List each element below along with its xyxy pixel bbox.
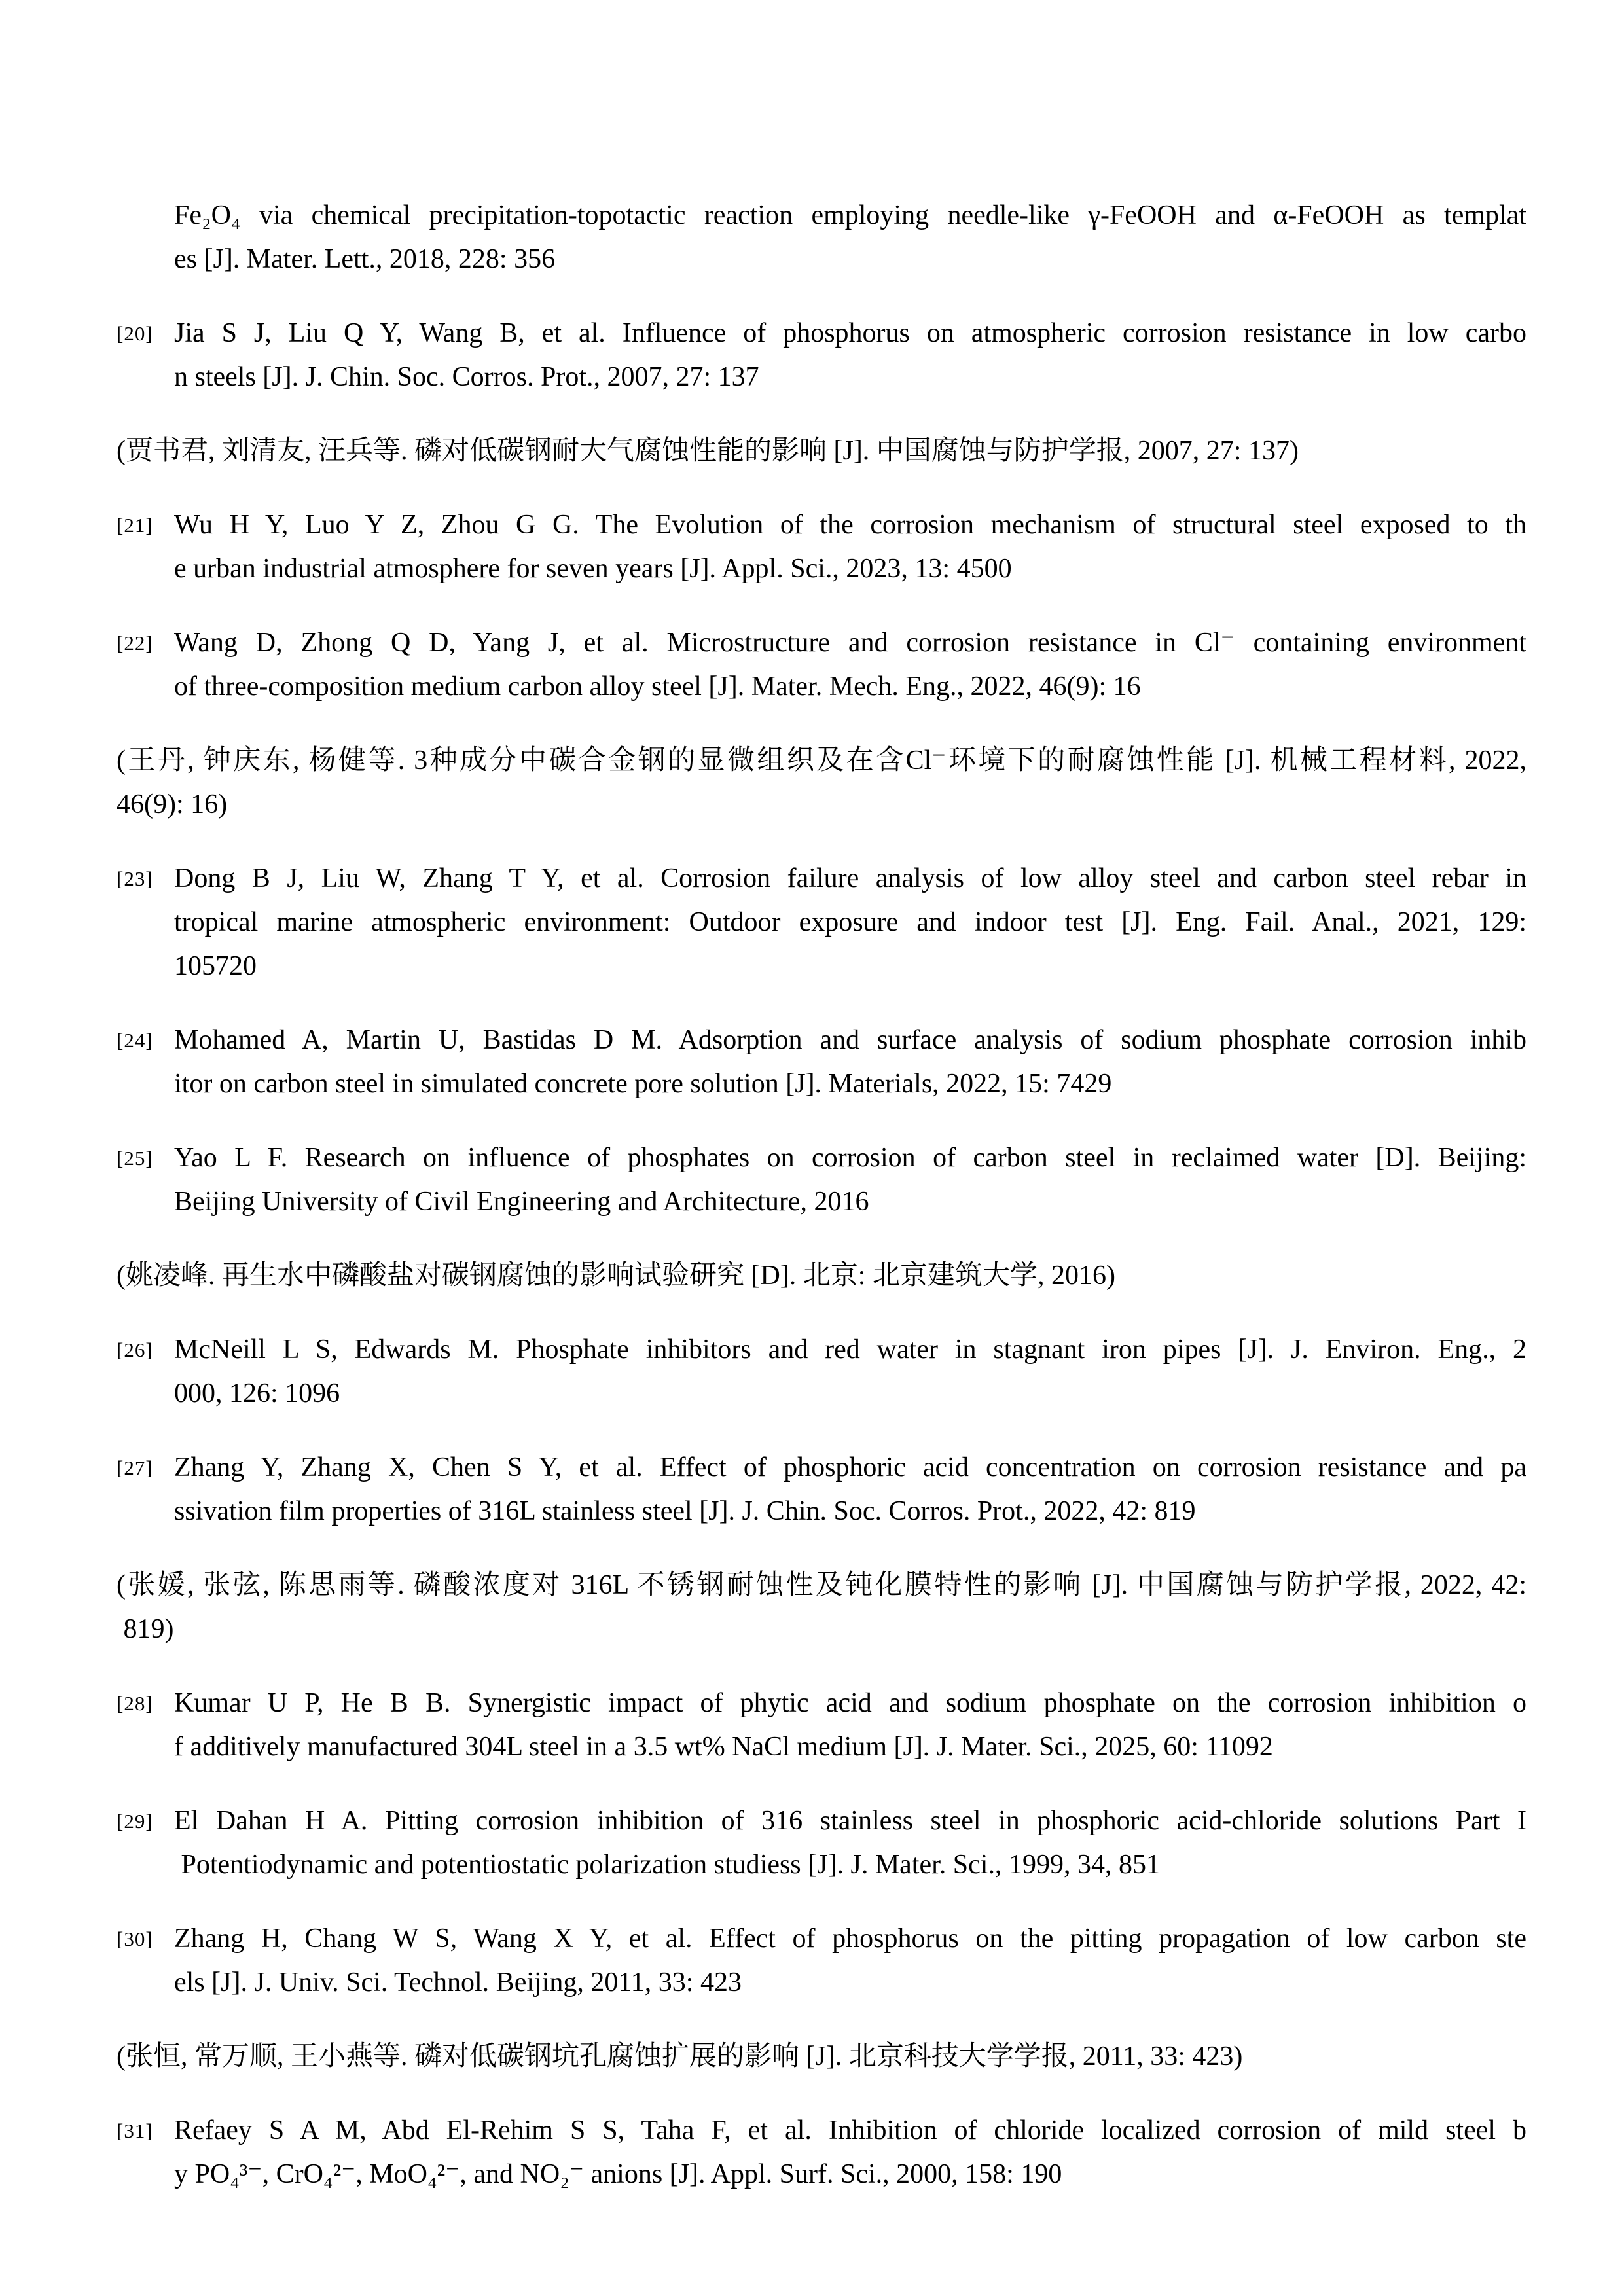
reference-line: Wang D, Zhong Q D, Yang J, et al. Microstructure and corrosion resistance in Cl⁻ containing environment <box>174 628 1526 658</box>
reference-line: 46(9): 16) <box>117 789 228 819</box>
reference-30 <box>117 1917 1526 2005</box>
reference-number: [29] <box>117 1810 153 1833</box>
reference-line: Dong B J, Liu W, Zhang T Y, et al. Corrosion failure analysis of low alloy steel and carbon steel rebar in <box>174 863 1526 893</box>
reference-28 <box>117 1681 1526 1769</box>
reference-line: El Dahan H A. Pitting corrosion inhibition of 316 stainless steel in phosphoric acid-chloride solutions Part I <box>174 1806 1526 1836</box>
reference-line: Zhang Y, Zhang X, Chen S Y, et al. Effect of phosphoric acid concentration on corrosion resistance and pa <box>174 1452 1526 1482</box>
reference-25-chinese-translation <box>117 1254 1526 1298</box>
reference-29 <box>117 1799 1526 1887</box>
reference-number: [25] <box>117 1147 153 1170</box>
reference-number: [30] <box>117 1928 153 1950</box>
reference-20-chinese-translation <box>117 429 1526 473</box>
reference-20 <box>117 312 1526 399</box>
reference-26 <box>117 1328 1526 1416</box>
reference-line: Jia S J, Liu Q Y, Wang B, et al. Influence of phosphorus on atmospheric corrosion resistance in low carbo <box>174 318 1526 348</box>
reference-line: Refaey S A M, Abd El-Rehim S S, Taha F, et al. Inhibition of chloride localized corrosion of mild steel b <box>174 2115 1526 2145</box>
reference-line: Yao L F. Research on influence of phosphates on corrosion of carbon steel in reclaimed water [D]. Beijing: <box>174 1143 1526 1173</box>
reference-line: f additively manufactured 304L steel in a 3.5 wt% NaCl medium [J]. J. Mater. Sci., 2025, 60: 11092 <box>174 1732 1273 1762</box>
reference-line: McNeill L S, Edwards M. Phosphate inhibitors and red water in stagnant iron pipes [J]. J. Environ. Eng., 2 <box>174 1335 1526 1365</box>
reference-line: 105720 <box>174 951 257 981</box>
reference-22-chinese-translation <box>117 739 1526 827</box>
reference-line: n steels [J]. J. Chin. Soc. Corros. Prot., 2007, 27: 137 <box>174 362 759 392</box>
reference-21 <box>117 503 1526 591</box>
reference-number: [22] <box>117 632 153 655</box>
reference-line: (张恒, 常万顺, 王小燕等. 磷对低碳钢坑孔腐蚀扩展的影响 [J]. 北京科技大学学报, 2011, 33: 423) <box>117 2041 1243 2072</box>
reference-line: es [J]. Mater. Lett., 2018, 228: 356 <box>174 244 556 274</box>
reference-22 <box>117 621 1526 709</box>
reference-line: itor on carbon steel in simulated concrete pore solution [J]. Materials, 2022, 15: 7429 <box>174 1069 1112 1099</box>
reference-line: Mohamed A, Martin U, Bastidas D M. Adsorption and surface analysis of sodium phosphate corrosion inhib <box>174 1025 1526 1055</box>
reference-line: (张媛, 张弦, 陈思雨等. 磷酸浓度对 316L 不锈钢耐蚀性及钝化膜特性的影响 [J]. 中国腐蚀与防护学报, 2022, 42: <box>117 1570 1526 1600</box>
reference-line: Beijing University of Civil Engineering and Architecture, 2016 <box>174 1187 869 1217</box>
reference-27 <box>117 1446 1526 1534</box>
reference-number: [24] <box>117 1029 153 1052</box>
references-list <box>117 194 1526 2227</box>
reference-23 <box>117 857 1526 988</box>
reference-25 <box>117 1136 1526 1224</box>
reference-line: of three-composition medium carbon alloy steel [J]. Mater. Mech. Eng., 2022, 46(9): 16 <box>174 672 1141 702</box>
reference-line: Kumar U P, He B B. Synergistic impact of phytic acid and sodium phosphate on the corrosion inhibition o <box>174 1688 1526 1718</box>
reference-30-chinese-translation <box>117 2035 1526 2079</box>
reference-31 <box>117 2109 1526 2197</box>
reference-24 <box>117 1018 1526 1106</box>
reference-line: tropical marine atmospheric environment: Outdoor exposure and indoor test [J]. Eng. Fail. Anal., 2021, 129: <box>174 907 1526 937</box>
reference-number: [26] <box>117 1338 153 1361</box>
reference-line: y PO₄³⁻, CrO₄²⁻, MoO₄²⁻, and NO₂⁻ anions [J]. Appl. Surf. Sci., 2000, 158: 190 <box>174 2159 1062 2189</box>
reference-line: Potentiodynamic and potentiostatic polarization studiess [J]. J. Mater. Sci., 1999, 34, 851 <box>174 1850 1160 1880</box>
reference-line: Wu H Y, Luo Y Z, Zhou G G. The Evolution of the corrosion mechanism of structural steel exposed to th <box>174 510 1526 540</box>
reference-line: (姚凌峰. 再生水中磷酸盐对碳钢腐蚀的影响试验研究 [D]. 北京: 北京建筑大学, 2016) <box>117 1261 1115 1291</box>
reference-number: [27] <box>117 1456 153 1479</box>
reference-number: [20] <box>117 322 153 345</box>
reference-number: [28] <box>117 1692 153 1715</box>
reference-line: (贾书君, 刘清友, 汪兵等. 磷对低碳钢耐大气腐蚀性能的影响 [J]. 中国腐蚀与防护学报, 2007, 27: 137) <box>117 436 1299 466</box>
reference-line: ssivation film properties of 316L stainless steel [J]. J. Chin. Soc. Corros. Prot., 2022, 42: 819 <box>174 1496 1196 1526</box>
reference-line: (王丹, 钟庆东, 杨健等. 3种成分中碳合金钢的显微组织及在含Cl⁻环境下的耐腐蚀性能 [J]. 机械工程材料, 2022, <box>117 745 1526 776</box>
reference-line: els [J]. J. Univ. Sci. Technol. Beijing, 2011, 33: 423 <box>174 1967 742 1998</box>
reference-line: Zhang H, Chang W S, Wang X Y, et al. Effect of phosphorus on the pitting propagation of low carbon ste <box>174 1924 1526 1954</box>
reference-line: 000, 126: 1096 <box>174 1378 340 1408</box>
reference-number: [31] <box>117 2119 153 2142</box>
reference-line: 819) <box>117 1614 174 1644</box>
reference-number: [23] <box>117 867 153 890</box>
reference-number: [21] <box>117 514 153 537</box>
reference-continuation <box>117 194 1526 281</box>
reference-line: Fe₂O₄ via chemical precipitation-topotactic reaction employing needle-like γ-FeOOH and α-FeOOH as templat <box>174 200 1526 230</box>
reference-line: e urban industrial atmosphere for seven years [J]. Appl. Sci., 2023, 13: 4500 <box>174 554 1012 584</box>
reference-27-chinese-translation <box>117 1564 1526 1651</box>
